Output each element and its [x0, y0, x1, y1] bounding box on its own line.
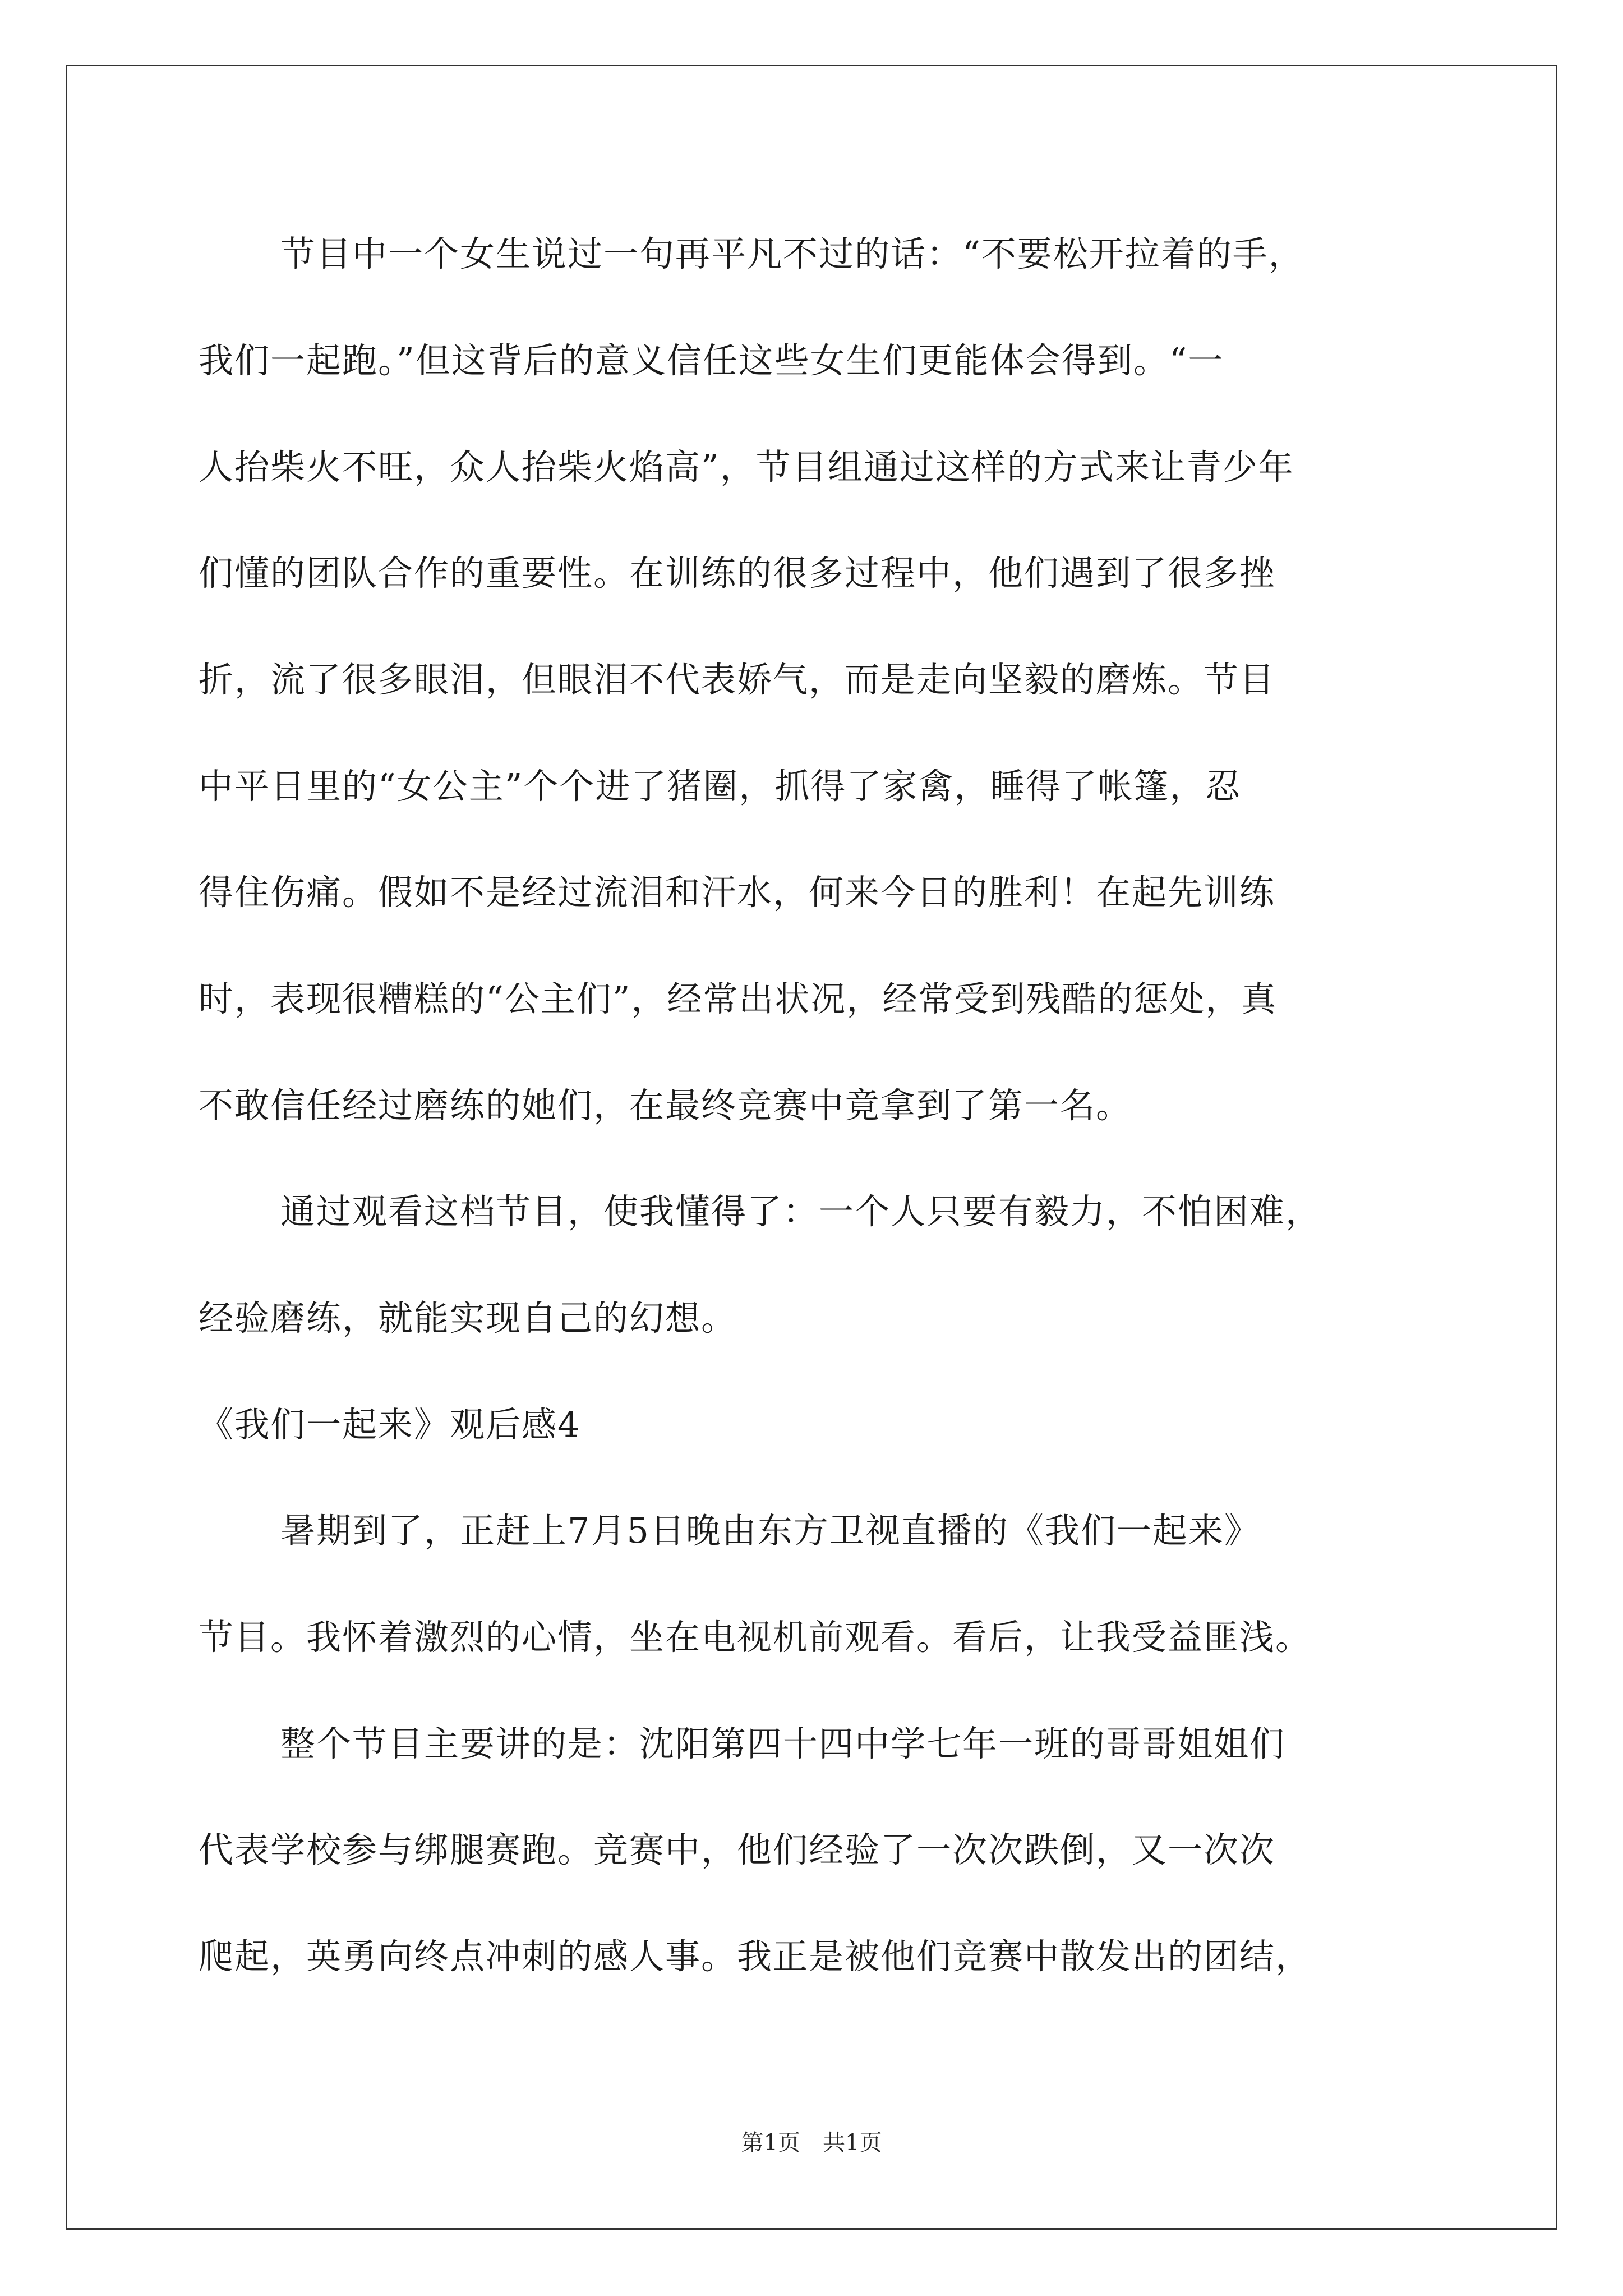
text-line: 我们一起跑。”但这背后的意义信任这些女生们更能体会得到。“一: [199, 340, 1224, 381]
text-line: 折，流了很多眼泪，但眼泪不代表娇气，而是走向坚毅的磨炼。节目: [199, 659, 1276, 700]
text-line: 代表学校参与绑腿赛跑。竞赛中，他们经验了一次次跌倒，又一次次: [199, 1829, 1276, 1870]
text-line: 不敢信任经过磨练的她们，在最终竞赛中竟拿到了第一名。: [199, 1085, 1132, 1126]
text-line: 中平日里的“女公主”个个进了猪圈，抓得了家禽，睡得了帐篷，忍: [199, 766, 1242, 807]
text-line: 整个节目主要讲的是：沈阳第四十四中学七年一班的哥哥姐姐们: [280, 1723, 1286, 1764]
text-line: 节目中一个女生说过一句再平凡不过的话：“不要松开拉着的手，: [280, 233, 1304, 274]
text-line: 人抬柴火不旺，众人抬柴火焰高”，节目组通过这样的方式来让青少年: [199, 447, 1294, 487]
text-line: 节目。我怀着激烈的心情，坐在电视机前观看。看后，让我受益匪浅。: [199, 1617, 1312, 1658]
text-line: 时，表现很糟糕的“公主们”，经常出状况，经常受到残酷的惩处，真: [199, 978, 1278, 1019]
text-line: 得住伤痛。假如不是经过流泪和汗水，何来今日的胜利！在起先训练: [199, 872, 1276, 913]
section-heading: 《我们一起来》观后感4: [199, 1404, 581, 1445]
page-border: [66, 65, 1557, 2230]
text-line: 爬起，英勇向终点冲刺的感人事。我正是被他们竞赛中散发出的团结，: [199, 1936, 1312, 1977]
text-line: 通过观看这档节目，使我懂得了：一个人只要有毅力，不怕困难，: [280, 1191, 1322, 1232]
page-footer: 第1页 共1页: [741, 2130, 882, 2156]
text-line: 们懂的团队合作的重要性。在训练的很多过程中，他们遇到了很多挫: [199, 553, 1276, 593]
text-line: 经验磨练，就能实现自己的幻想。: [199, 1297, 737, 1338]
text-line: 暑期到了，正赶上7月5日晚由东方卫视直播的《我们一起来》: [280, 1510, 1260, 1551]
